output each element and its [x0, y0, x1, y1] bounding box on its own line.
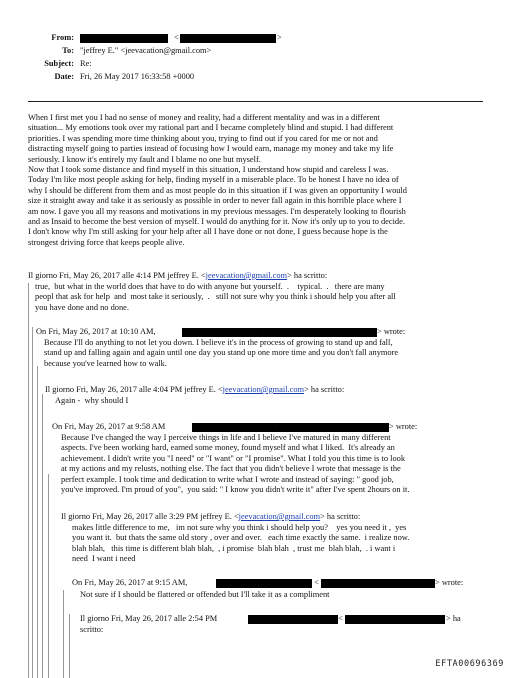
subject-label: Subject:: [44, 59, 74, 68]
redacted-sender-name: [216, 579, 312, 588]
quote-intro-text: Il giorno Fri, May 26, 2017 alle 2:54 PM: [80, 614, 218, 623]
quote-line: Because I've changed the way I perceive things in life and I believe I've matured in many different: [61, 433, 391, 442]
from-row: [26, 33, 486, 44]
quote-intro-continued: scritto:: [80, 625, 104, 634]
quote-line: you've improved. I'm proud of you", you said: " I know you didn't write it" after I've spent 2hours on it.: [61, 485, 410, 495]
quote-line: aspects. I've been working hard, earned some money, found myself and what I liked. It's already an: [61, 443, 395, 453]
email-header: [26, 33, 486, 89]
body-line: situation... My emotions took over my rational part and I became completely blind and stupid. I had different: [28, 123, 394, 133]
email-link[interactable]: jeevacation@gmail.com: [205, 271, 288, 280]
from-label: From:: [51, 33, 74, 42]
subject-value: Re:: [80, 59, 92, 68]
redacted-sender-name: [182, 328, 272, 337]
redacted-sender-email: [281, 423, 389, 432]
quote-intro: [52, 422, 502, 433]
body-line: and as Insaid to become the best version of myself. I would do anything for it. Now it's only up to you to decide.: [28, 217, 405, 227]
quote-body: [72, 523, 507, 565]
intro-lt: <: [260, 327, 265, 336]
quote-line: you want it. but thats the same old story , over and over. each time exactly the same. i realize now.: [72, 533, 410, 543]
redacted-sender-email: [345, 615, 445, 624]
intro-lt: <: [274, 422, 279, 431]
quote-intro-text: Il giorno Fri, May 26, 2017 alle 4:04 PM jeffrey E. <: [45, 385, 223, 394]
body-line: Now that I took some distance and find myself in this situation, I understand how stupid and careless I was.: [28, 165, 389, 175]
quote-line: peopl that ask for help and most take it seriously, . still not sure why you think i should help you after all: [35, 292, 396, 302]
quote-intro: [28, 271, 498, 281]
quote-bar-level-2: [32, 327, 33, 678]
quote-intro-text: Il giorno Fri, May 26, 2017 alle 3:29 PM jeffrey E. <: [61, 512, 239, 521]
intro-lt: <: [314, 578, 319, 587]
quote-line: makes little difference to me, im not sure why you think i should help you? yes you need it , yes: [72, 523, 407, 532]
quote-bar-level-4: [42, 394, 43, 678]
quote-intro: [72, 578, 507, 589]
header-divider: [28, 101, 483, 102]
redacted-sender-name: [80, 34, 168, 43]
quote-intro: [36, 327, 496, 338]
body-line: why I should be different from them and as most people do in this situation if I was given an opportunity I would: [28, 185, 407, 195]
to-label: To:: [62, 46, 74, 55]
body-line: size it straight away and take it as seriously as possible in order to never fall again in this horrible place where I: [28, 196, 402, 206]
quote-intro-text: On Fri, May 26, 2017 at 9:58 AM: [52, 422, 166, 431]
body-line: priorities. I was spending more time thinking about you, trying to find out if you cared for me or not and: [28, 133, 378, 143]
quote-line: true, but what in the world does that have to do with anyone but yourself. . typical. . there are many: [35, 282, 385, 291]
quote-line: at my actions and my relusts, nothing else. The fact that you didn't believe I wrote that message is the: [61, 464, 401, 474]
quote-bar-level-7: [69, 614, 70, 678]
redacted-sender-email: [180, 34, 276, 43]
quote-line: blah blah, this time is different blah blah, , i promise blah blah , trust me blah blah, . i want i: [72, 543, 396, 553]
quote-line: stand up and falling again and again until one day you stand up one more time and you don't fall anymore: [44, 348, 399, 358]
body-line: distracting myself going to parties instead of focusing how I would earn, manage my money and take my life: [28, 144, 394, 154]
intro-gt: > wrote:: [377, 327, 406, 336]
from-gt: >: [277, 33, 282, 42]
intro-gt: > wrote:: [435, 578, 464, 587]
quote-intro-text: > ha scritto:: [287, 271, 328, 280]
quote-body: [44, 338, 499, 369]
quote-line: Not sure if I should be flattered or offended but I'll take it as a compliment: [80, 590, 330, 599]
quote-body: [80, 590, 500, 600]
redacted-sender-email: [321, 579, 435, 588]
quote-body: [55, 396, 500, 406]
to-row: [26, 46, 486, 57]
quote-line: because you've learned how to walk.: [44, 358, 167, 368]
quote-body: [35, 282, 500, 313]
email-link[interactable]: jeevacation@gmail.com: [238, 512, 321, 521]
email-link[interactable]: jeevacation@gmail.com: [222, 385, 305, 394]
quote-intro-text: > ha scritto:: [320, 512, 361, 521]
intro-gt: > ha: [446, 614, 461, 623]
quote-bar-level-1: [28, 283, 29, 678]
quote-bar-level-6: [63, 590, 64, 678]
quote-intro-text: > ha scritto:: [304, 385, 345, 394]
body-line: When I first met you I had no sense of money and reality, had a different mentality and was in a different: [28, 113, 380, 122]
quote-bar-level-5: [48, 474, 49, 678]
quote-line: achievement. I didn't write you "I need" or "I want" or "I promise". What I told you this time is to look: [61, 453, 406, 463]
quote-intro: [80, 614, 500, 625]
redacted-sender-email: [267, 328, 377, 337]
body-line: Today I'm like most people asking for help, finding myself in a miserable place. To be honest I have no idea of: [28, 175, 399, 185]
from-lt: <: [174, 33, 179, 42]
date-row: [26, 72, 486, 83]
to-value: "jeffrey E." <jeevacation@gmail.com>: [80, 46, 212, 55]
quote-line: Again - why should I: [55, 396, 129, 405]
quote-intro-text: On Fri, May 26, 2017 at 10:10 AM,: [36, 327, 156, 336]
body-line: strongest driving force that keeps people alive.: [28, 237, 185, 247]
body-line: am now. I gave you all my reasons and motivations in my previous messages. I'm desperately looking to flourish: [28, 206, 406, 216]
body-line: I don't know why I'm still asking for your help after all I have done or not done, I guess because hope is the: [28, 227, 388, 237]
date-value: Fri, 26 May 2017 16:33:58 +0000: [80, 72, 195, 81]
quote-line: you have done and no done.: [35, 302, 129, 312]
quote-bar-level-3: [37, 366, 38, 678]
quote-line: need I want i need: [72, 554, 136, 564]
quote-intro-text: On Fri, May 26, 2017 at 9:15 AM,: [72, 578, 188, 587]
date-label: Date:: [54, 72, 74, 81]
subject-row: [26, 59, 486, 70]
intro-gt: > wrote:: [389, 422, 418, 431]
quote-body: [61, 433, 506, 495]
quote-intro-text: Il giorno Fri, May 26, 2017 alle 4:14 PM jeffrey E. <: [28, 271, 206, 280]
intro-lt: <: [338, 614, 343, 623]
document-id: EFTA00696369: [435, 658, 504, 669]
body-line: seriously. I know it's entirely my fault and I blame no one but myself.: [28, 154, 261, 164]
quote-line: perfect example. I took time and dedication to write what I wrote and instead of saying: " good job,: [61, 474, 394, 484]
redacted-sender-name: [248, 615, 338, 624]
quote-line: Because I'll do anything to not let you down. I believe it's in the process of growing to stand up and fall,: [44, 338, 393, 347]
message-body: [28, 113, 498, 248]
quote-intro: [61, 512, 506, 522]
quote-intro: [45, 385, 500, 395]
